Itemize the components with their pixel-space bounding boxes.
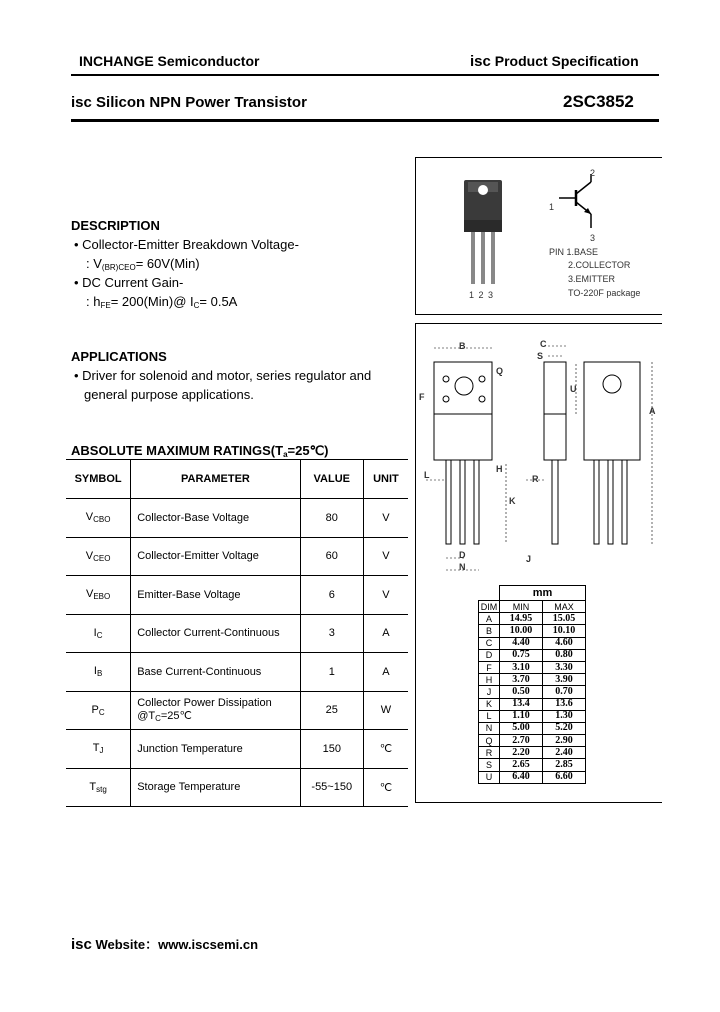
table-row: L 1.10 1.30 bbox=[479, 710, 586, 722]
table-row bbox=[66, 499, 408, 538]
description-value-2: : $h_{FE}=$ 200(Min)@ $I_C= 0.5A$ bbox=[86, 294, 238, 310]
table-row: Q 2.70 2.90 bbox=[479, 735, 586, 747]
isc-logo-text: isc bbox=[470, 53, 491, 70]
unit-cell: W bbox=[363, 691, 408, 730]
dim-label-S: S bbox=[537, 351, 544, 361]
table-row: H 3.70 3.90 bbox=[479, 674, 586, 686]
table-row: U 6.40 6.60 bbox=[479, 771, 586, 783]
company-name: INCHANGE Semiconductor bbox=[79, 53, 260, 69]
value-cell: 60 bbox=[300, 537, 363, 576]
table-row: B 10.00 10.10 bbox=[479, 625, 586, 637]
table-row bbox=[66, 537, 408, 576]
value-cell: 80 bbox=[300, 499, 363, 538]
table-row bbox=[66, 576, 408, 615]
parameter-cell: Collector-Emitter Voltage bbox=[131, 537, 300, 576]
description-heading: DESCRIPTION bbox=[71, 218, 160, 233]
dim-label-C: C bbox=[540, 339, 547, 349]
applications-line-2: general purpose applications. bbox=[84, 387, 254, 402]
parameter-cell: Emitter-Base Voltage bbox=[131, 576, 300, 615]
value-cell: 6 bbox=[300, 576, 363, 615]
dim-header-row: DIM MIN MAX bbox=[479, 601, 586, 613]
dim-label-U: U bbox=[570, 384, 577, 394]
footer-website: isc Website：www.iscsemi.cn bbox=[71, 936, 259, 953]
table-row: R 2.20 2.40 bbox=[479, 747, 586, 759]
symbol-cell: $V_{CBO}$ bbox=[66, 499, 131, 538]
unit-cell: V bbox=[363, 537, 408, 576]
parameter-cell: Collector Current-Continuous bbox=[131, 614, 300, 653]
table-row bbox=[66, 691, 408, 730]
dim-label-D: D bbox=[459, 550, 466, 560]
package-name: TO-220F package bbox=[568, 288, 641, 298]
table-row: J 0.50 0.70 bbox=[479, 686, 586, 698]
unit-cell: V bbox=[363, 576, 408, 615]
value-cell: 25 bbox=[300, 691, 363, 730]
col-unit: UNIT bbox=[363, 460, 408, 499]
value-cell: 3 bbox=[300, 614, 363, 653]
col-parameter: PARAMETER bbox=[131, 460, 300, 499]
table-row: F 3.10 3.30 bbox=[479, 661, 586, 673]
website-link[interactable]: www.iscsemi.cn bbox=[158, 937, 259, 952]
pin-legend-1: PIN 1.BASE bbox=[549, 247, 599, 257]
title-rule bbox=[71, 119, 659, 122]
symbol-cell: $V_{EBO}$ bbox=[66, 576, 131, 615]
col-symbol: SYMBOL bbox=[66, 460, 131, 499]
dim-label-H: H bbox=[496, 464, 503, 474]
table-row bbox=[66, 653, 408, 692]
pin-legend-2: 2.COLLECTOR bbox=[568, 260, 631, 270]
symbol-cell: $T_J$ bbox=[66, 730, 131, 769]
pin-label-1: 1 bbox=[549, 202, 555, 212]
symbol-cell: $V_{CEO}$ bbox=[66, 537, 131, 576]
col-value: VALUE bbox=[300, 460, 363, 499]
header-rule bbox=[71, 74, 659, 76]
unit-cell: A bbox=[363, 653, 408, 692]
pin-legend-3: 3.EMITTER bbox=[568, 274, 616, 284]
table-row: A 14.95 15.05 bbox=[479, 613, 586, 625]
description-value-1: : $V_{(BR)CEO}= 60V(Min)$ bbox=[86, 256, 200, 272]
value-cell: -55~150 bbox=[300, 768, 363, 807]
dim-label-N: N bbox=[459, 562, 466, 572]
unit-cell: ℃ bbox=[363, 768, 408, 807]
package-panel bbox=[415, 157, 662, 315]
spec-label: isc Product Specification bbox=[470, 53, 639, 70]
table-row: S 2.65 2.85 bbox=[479, 759, 586, 771]
dim-label-A: A bbox=[649, 406, 656, 416]
pin-label-3: 3 bbox=[590, 233, 596, 243]
ratings-table bbox=[66, 459, 408, 807]
outline-drawing-icon bbox=[416, 324, 662, 584]
table-row bbox=[66, 730, 408, 769]
applications-heading: APPLICATIONS bbox=[71, 349, 167, 364]
parameter-cell: Collector-Base Voltage bbox=[131, 499, 300, 538]
dim-label-J: J bbox=[526, 554, 532, 564]
page-title: isc Silicon NPN Power Transistor bbox=[71, 94, 307, 111]
dim-label-L: L bbox=[424, 470, 430, 480]
parameter-cell: Collector Power Dissipation $@T_C=25℃$ bbox=[131, 691, 300, 730]
symbol-cell: $T_{stg}$ bbox=[66, 768, 131, 807]
dim-unit: mm bbox=[500, 586, 586, 601]
ratings-heading: ABSOLUTE MAXIMUM $RATINGS(T_a=25℃)$ bbox=[71, 443, 329, 459]
applications-line-1: • Driver for solenoid and motor, series regulator and bbox=[74, 368, 372, 383]
dim-label-R: R bbox=[532, 474, 539, 484]
table-row: C 4.40 4.60 bbox=[479, 637, 586, 649]
dim-label-B: B bbox=[459, 341, 466, 351]
symbol-cell: $I_B$ bbox=[66, 653, 131, 692]
dim-label-F: F bbox=[419, 392, 425, 402]
symbol-cell: $P_C$ bbox=[66, 691, 131, 730]
parameter-cell: Base Current-Continuous bbox=[131, 653, 300, 692]
table-row: N 5.00 5.20 bbox=[479, 722, 586, 734]
table-row bbox=[66, 614, 408, 653]
unit-cell: V bbox=[363, 499, 408, 538]
part-number: 2SC3852 bbox=[563, 92, 634, 111]
parameter-cell: Junction Temperature bbox=[131, 730, 300, 769]
description-bullet-2: • DC Current Gain- bbox=[74, 275, 184, 290]
symbol-cell: $I_C$ bbox=[66, 614, 131, 653]
pins-row-label: 1 2 3 bbox=[469, 290, 494, 300]
value-cell: 1 bbox=[300, 653, 363, 692]
unit-cell: A bbox=[363, 614, 408, 653]
dim-label-Q: Q bbox=[496, 366, 504, 376]
ratings-header-row bbox=[66, 460, 408, 499]
dim-unit-row bbox=[479, 586, 586, 601]
table-row: D 0.75 0.80 bbox=[479, 649, 586, 661]
parameter-cell: Storage Temperature bbox=[131, 768, 300, 807]
unit-cell: ℃ bbox=[363, 730, 408, 769]
description-bullet-1: • Collector-Emitter Breakdown Voltage- bbox=[74, 237, 299, 252]
value-cell: 150 bbox=[300, 730, 363, 769]
dim-label-K: K bbox=[509, 496, 516, 506]
pin-label-2: 2 bbox=[590, 168, 596, 178]
table-row: K 13.4 13.6 bbox=[479, 698, 586, 710]
table-row bbox=[66, 768, 408, 807]
dimension-table bbox=[478, 585, 586, 784]
